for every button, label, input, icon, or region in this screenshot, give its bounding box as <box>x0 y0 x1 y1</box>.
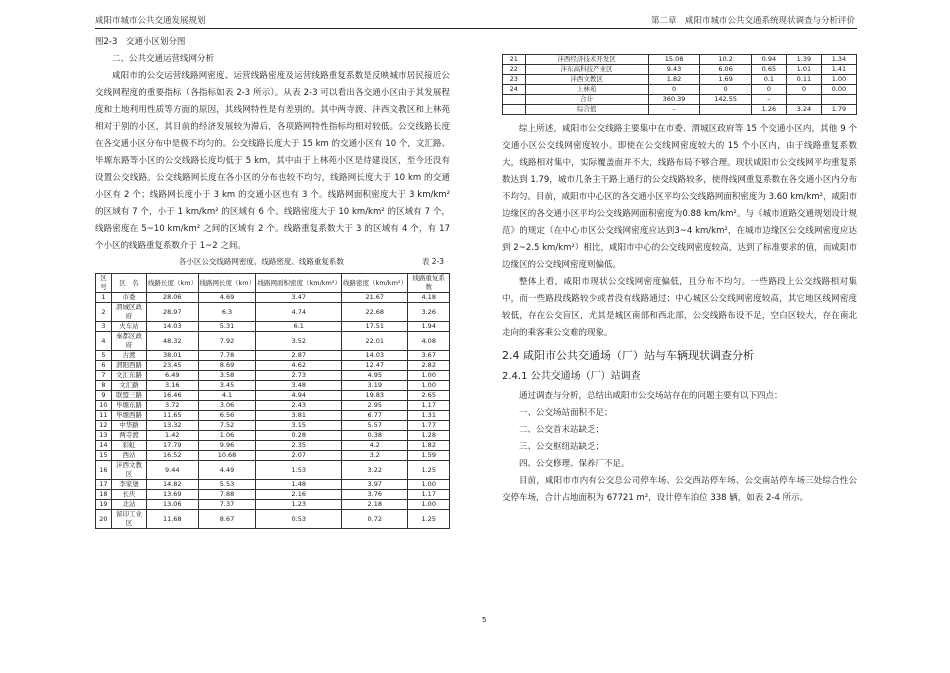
header-right: 第二章 咸阳市城市公共交通系统现状调查与分析评价 <box>650 16 855 26</box>
table-cell: 合计 <box>525 95 648 105</box>
table-cell: 48.32 <box>146 332 198 351</box>
table-cell: 线路网长度（km） <box>198 274 256 293</box>
table-cell: 1.53 <box>256 461 342 480</box>
table-cell: 3.97 <box>342 480 408 490</box>
table-cell: 11.68 <box>146 510 198 529</box>
table-cell: 10.68 <box>198 451 256 461</box>
table-cell: 3.47 <box>256 293 342 303</box>
table-cell: 7.92 <box>198 332 256 351</box>
table-cell: 沣东高科技产业区 <box>525 65 648 75</box>
table-cell: 9.43 <box>648 65 700 75</box>
table-cell: 2.18 <box>342 500 408 510</box>
table-cell: 李家堡 <box>111 480 146 490</box>
table-row <box>96 322 450 332</box>
table-cell: 2.43 <box>256 401 342 411</box>
table-cell: 区 名 <box>111 274 146 293</box>
table-cell: 1.28 <box>408 431 450 441</box>
table-cell: 3.48 <box>256 381 342 391</box>
table-cell: 古渡 <box>111 351 146 361</box>
issue-item: 四、公交修理、保养厂不足。 <box>519 459 630 469</box>
table-cell: 西站 <box>111 451 146 461</box>
table-row <box>503 95 857 105</box>
table-cell: 0.00 <box>821 85 856 95</box>
closing-paragraph: 目前，咸阳市市内有公交总公司停车场、公交西站停车场、公交南站停车场三处综合性公交停车场，合计占地面积为 67721 m²，设计停车泊位 338 辆，如表 2-4 所示。 <box>502 476 857 503</box>
table-cell: 3.2 <box>342 451 408 461</box>
table-cell: 1.41 <box>821 65 856 75</box>
table-cell: 14.82 <box>146 480 198 490</box>
table-cell: 线路密度（km/km²） <box>342 274 408 293</box>
table-cell: 区号 <box>96 274 112 293</box>
table-row <box>96 293 450 303</box>
table-cell: 16.46 <box>146 391 198 401</box>
page-number: 5 <box>482 616 487 624</box>
left-column <box>95 34 450 529</box>
table-cell: 3.72 <box>146 401 198 411</box>
table-cell <box>503 95 526 105</box>
table-cell: 6 <box>96 361 112 371</box>
table-cell: 17.51 <box>342 322 408 332</box>
table-cell: 线路长度（km） <box>146 274 198 293</box>
table-cell: 3.76 <box>342 490 408 500</box>
table-row <box>96 490 450 500</box>
table-cell: 13.32 <box>146 421 198 431</box>
table-cell: 渭城区政府 <box>111 303 146 322</box>
table-cell: 市委 <box>111 293 146 303</box>
table-cell: 21 <box>503 55 526 65</box>
table-cell: 1.26 <box>751 105 786 115</box>
table-cell: 1.69 <box>700 75 752 85</box>
table-cell: 28.06 <box>146 293 198 303</box>
table-cell: 4.69 <box>198 293 256 303</box>
table-row <box>503 85 857 95</box>
table-cell: 11 <box>96 411 112 421</box>
table-cell: 3.81 <box>256 411 342 421</box>
table-cell: 留印工业区 <box>111 510 146 529</box>
table-cell: 5.31 <box>198 322 256 332</box>
table-cell: 6.06 <box>700 65 752 75</box>
table-cell: 上林苑 <box>525 85 648 95</box>
table-cell: 沣西文教区 <box>525 75 648 85</box>
table-cell: 142.55 <box>700 95 752 105</box>
table-cell: 10 <box>96 401 112 411</box>
table-cell: 38.01 <box>146 351 198 361</box>
table-cell: 10.2 <box>700 55 752 65</box>
table-cell: 5.53 <box>198 480 256 490</box>
table-cell: 1.00 <box>408 480 450 490</box>
table-cell: 文汇东路 <box>111 371 146 381</box>
table-row <box>96 480 450 490</box>
table-cell: 0.53 <box>256 510 342 529</box>
table-cell: 1.79 <box>821 105 856 115</box>
table-cell: 6.49 <box>146 371 198 381</box>
table-cell: 17.79 <box>146 441 198 451</box>
table-row <box>96 441 450 451</box>
table-cell: 22.01 <box>342 332 408 351</box>
table-cell: 18 <box>96 490 112 500</box>
table-cell: 1.94 <box>408 322 450 332</box>
table-cell: 4.08 <box>408 332 450 351</box>
table-row <box>96 510 450 529</box>
table-row <box>96 332 450 351</box>
table-cell <box>786 95 821 105</box>
table-row <box>503 105 857 115</box>
table-cell: 0 <box>700 85 752 95</box>
table-cell: 6.56 <box>198 411 256 421</box>
table-row <box>96 401 450 411</box>
table-cell: 7.78 <box>198 351 256 361</box>
table-cell: 23.45 <box>146 361 198 371</box>
table-cell: 3.26 <box>408 303 450 322</box>
table-cell: 毕塬西路 <box>111 411 146 421</box>
table-cell: 3.45 <box>198 381 256 391</box>
table-cell: 9.44 <box>146 461 198 480</box>
table-cell: 2 <box>96 303 112 322</box>
section-heading: 2.4 咸阳市公共交通场（厂）站与车辆现状调查分析 <box>502 349 754 362</box>
table-cell: 2.95 <box>342 401 408 411</box>
table-cell: 14.03 <box>342 351 408 361</box>
table-cell: 8 <box>96 381 112 391</box>
table-cell: 5.57 <box>342 421 408 431</box>
table-header-row <box>96 274 450 293</box>
table-cell: 12 <box>96 421 112 431</box>
table-cell: 1.17 <box>408 490 450 500</box>
table-cell: 2.65 <box>408 391 450 401</box>
table-cell: 13.06 <box>146 500 198 510</box>
table-cell: 0.72 <box>342 510 408 529</box>
table-cell: 28.97 <box>146 303 198 322</box>
overall-paragraph: 整体上看，咸阳市现状公交线网密度偏低，且分布不均匀。一些路段上公交线路相对集中，而一些路段线路较少或者没有线路通过；中心城区公交线网密度较高，其它地区线网密度较低，存在公交盲区，尤其是城区南部和西北部，公交线路布设不足，空白区较大，存在南北走向的乘客乘公交难的现象。 <box>502 277 857 338</box>
table-cell: 0 <box>751 85 786 95</box>
table-cell: 1.01 <box>786 65 821 75</box>
subsection-heading: 2.4.1 公共交通场（厂）站调查 <box>502 371 641 382</box>
table-cell: 19.83 <box>342 391 408 401</box>
table-cell: 文汇路 <box>111 381 146 391</box>
table-cell: 4.74 <box>256 303 342 322</box>
table-cell: 秦都区政府 <box>111 332 146 351</box>
issue-item: 二、公交首末站缺乏； <box>519 425 605 435</box>
table-cell: 毕塬东路 <box>111 401 146 411</box>
body-paragraph: 咸阳市的公交运营线路网密度、运营线路密度及运营线路重复系数是反映城市居民接近公交线网程度的重要指标（各指标如表 2-3 所示）。从表 2-3 可以看出各交通小区由于其发展程度和土地利用性质等方面的原因，其线网特性是有差别的。其中两寺渡、沣西文教区和上林苑相对于别的小区，其目前的经济发展较为滞后，各项路网特性指标均相对较低。公交线路长度在各交通小区分布中是极不均匀的。公交线路长度大于 15 km 的交通小区有 10 个，文汇路、毕塬东路等小区的公交线路长度均低于 5 km，其中由于上林苑小区是待建设区，至今还没有设置公交线路。公交线路网长度在各小区的分布也较不均匀，线路网长度大于 10 km 的交通小区有 2 个；线路网长度小于 3 km 的交通小区也有 3 个。线路网面积密度大于 3 km/km² 的区域有 7 个，小于 1 km/km² 的区域有 6 个。线路密度大于 10 km/km² 的区域有 7 个，线路密度在 5~10 km/km² 之间的区域有 2 个。线路重复系数大于 3 的区域有 4 个，有 17 个小区的线路重复系数介于 1~2 之间。 <box>95 71 450 251</box>
table-cell: 9.96 <box>198 441 256 451</box>
density-table <box>95 273 450 529</box>
figure-caption: 图2-3 交通小区划分图 <box>95 37 186 47</box>
table-cell: 1.42 <box>146 431 198 441</box>
table-cell: 3.19 <box>342 381 408 391</box>
table-cell <box>700 105 752 115</box>
table-cell: 4.2 <box>342 441 408 451</box>
issue-item: 一、公交场站面积不足； <box>519 408 613 418</box>
table-cell: 4.62 <box>256 361 342 371</box>
table-cell: 3.16 <box>146 381 198 391</box>
table-cell: 0.1 <box>751 75 786 85</box>
table-cell: 沣西经济技术开发区 <box>525 55 648 65</box>
table-cell: 19 <box>96 500 112 510</box>
table-cell: 2.87 <box>256 351 342 361</box>
table-cell: 22 <box>503 65 526 75</box>
table-cell: 2.35 <box>256 441 342 451</box>
table-cell: 5 <box>96 351 112 361</box>
issue-item: 三、公交枢纽站缺乏； <box>519 442 605 452</box>
table-cell: 0.38 <box>342 431 408 441</box>
table-row <box>503 65 857 75</box>
table-cell: 4.95 <box>342 371 408 381</box>
table-row <box>96 461 450 480</box>
table-caption <box>101 257 444 267</box>
table-cell: 4.18 <box>408 293 450 303</box>
table-cell <box>503 105 526 115</box>
table-body-continued <box>503 55 857 115</box>
table-cell: 1.59 <box>408 451 450 461</box>
table-cell: 1.23 <box>256 500 342 510</box>
table-cell: 3.06 <box>198 401 256 411</box>
table-cell: 综合值 <box>525 105 648 115</box>
intro-paragraph: 通过调查与分析，总结出咸阳市公交场站存在的问题主要有以下四点： <box>519 391 783 401</box>
table-cell: – <box>751 95 786 105</box>
table-cell: 13.69 <box>146 490 198 500</box>
table-cell: 15 <box>96 451 112 461</box>
table-row <box>503 75 857 85</box>
table-cell: 15.08 <box>648 55 700 65</box>
table-cell: 1.25 <box>408 510 450 529</box>
table-cell: 0 <box>786 85 821 95</box>
header-rule <box>95 28 857 29</box>
table-row <box>96 421 450 431</box>
table-cell: 3 <box>96 322 112 332</box>
table-cell: 1.48 <box>256 480 342 490</box>
table-cell: 7.37 <box>198 500 256 510</box>
table-cell: 1 <box>96 293 112 303</box>
table-cell: 1.00 <box>821 75 856 85</box>
table-cell: 1.82 <box>648 75 700 85</box>
table-cell: 17 <box>96 480 112 490</box>
table-cell: 沣西文教区 <box>111 461 146 480</box>
table-cell: – <box>648 105 700 115</box>
table-cell: 1.39 <box>786 55 821 65</box>
table-cell: 1.00 <box>408 500 450 510</box>
table-cell: 11.65 <box>146 411 198 421</box>
table-cell: 火车站 <box>111 322 146 332</box>
table-cell: 8.69 <box>198 361 256 371</box>
table-row <box>96 431 450 441</box>
table-cell: 6.3 <box>198 303 256 322</box>
table-cell: 6.1 <box>256 322 342 332</box>
table-cell: 360.39 <box>648 95 700 105</box>
table-cell: 0.11 <box>786 75 821 85</box>
table-cell: 12.47 <box>342 361 408 371</box>
table-cell: 7.88 <box>198 490 256 500</box>
table-row <box>96 351 450 361</box>
table-cell: 2.07 <box>256 451 342 461</box>
table-cell: 1.25 <box>408 461 450 480</box>
table-row <box>96 500 450 510</box>
table-row <box>96 381 450 391</box>
table-cell: 14 <box>96 441 112 451</box>
table-cell: 4.49 <box>198 461 256 480</box>
table-cell <box>821 95 856 105</box>
header-left: 咸阳市城市公共交通发展规划 <box>95 16 206 26</box>
table-cell: 4 <box>96 332 112 351</box>
table-title: 各小区公交线路网密度、线路密度、线路重复系数 <box>178 257 344 266</box>
table-cell: 1.06 <box>198 431 256 441</box>
right-column <box>502 54 857 507</box>
density-table-continued <box>502 54 857 115</box>
table-cell: 渭阳西路 <box>111 361 146 371</box>
table-cell: 1.00 <box>408 371 450 381</box>
table-cell: 13 <box>96 431 112 441</box>
table-cell: 1.17 <box>408 401 450 411</box>
summary-paragraph: 综上所述，咸阳市公交线路主要集中在市委、渭城区政府等 15 个交通小区内，其他 9 个交通小区公交线网密度较小。即使在公交线网密度较大的 15 个小区内，由于线路重复系数大，线路相对集中，实际覆盖面并不大，线路布局不够合理。现状咸阳市公交线网平均重复系数达到 1.79，城市几条主干路上通行的公交线路较多，使得线网重复系数在各交通小区内分布不均匀。目前，咸阳市中心区的各交通小区平均公交线路网面积密度为 3.60 km/km²，咸阳市边缘区的各交通小区平均公交线路网面积密度为0.88 km/km²。与《城市道路交通规划设计规范》的规定（在中心市区公交线网密度应达到3~4 km/km²，在城市边缘区公交线网密度应达到 2~2.5 km/km²）相比，咸阳市中心的公交线网密度较高，达到了标准要求的值，而咸阳市边缘区的公交线网密度则偏低。 <box>502 124 857 270</box>
table-body <box>96 293 450 529</box>
table-cell: 联盟三路 <box>111 391 146 401</box>
table-cell: 0.65 <box>751 65 786 75</box>
table-cell: 0.28 <box>256 431 342 441</box>
section-title: 二、公共交通运营线网分析 <box>112 54 215 64</box>
table-row <box>96 411 450 421</box>
table-cell: 线路网面积密度（km/km²） <box>256 274 342 293</box>
table-cell: 9 <box>96 391 112 401</box>
table-cell: 7 <box>96 371 112 381</box>
table-row <box>503 55 857 65</box>
table-cell: 中华路 <box>111 421 146 431</box>
table-cell: 16 <box>96 461 112 480</box>
table-number: 表 2-3 <box>421 257 444 266</box>
table-cell: 3.52 <box>256 332 342 351</box>
table-cell: 4.1 <box>198 391 256 401</box>
table-cell: 长庆 <box>111 490 146 500</box>
table-row <box>96 303 450 322</box>
table-cell: 16.52 <box>146 451 198 461</box>
table-cell: 20 <box>96 510 112 529</box>
table-cell: 1.31 <box>408 411 450 421</box>
table-cell: 1.00 <box>408 381 450 391</box>
table-cell: 两寺渡 <box>111 431 146 441</box>
table-row <box>96 451 450 461</box>
table-cell: 2.82 <box>408 361 450 371</box>
table-cell: 24 <box>503 85 526 95</box>
table-cell: 北站 <box>111 500 146 510</box>
table-row <box>96 371 450 381</box>
table-cell: 22.68 <box>342 303 408 322</box>
table-cell: 1.34 <box>821 55 856 65</box>
table-cell: 0.94 <box>751 55 786 65</box>
table-cell: 3.58 <box>198 371 256 381</box>
table-cell: 6.77 <box>342 411 408 421</box>
table-row <box>96 391 450 401</box>
table-cell: 3.22 <box>342 461 408 480</box>
table-cell: 21.67 <box>342 293 408 303</box>
table-cell: 2.73 <box>256 371 342 381</box>
table-cell: 1.77 <box>408 421 450 431</box>
table-row <box>96 361 450 371</box>
table-cell: 14.03 <box>146 322 198 332</box>
table-cell: 3.24 <box>786 105 821 115</box>
table-cell: 3.15 <box>256 421 342 431</box>
table-cell: 2.16 <box>256 490 342 500</box>
table-cell: 3.67 <box>408 351 450 361</box>
table-cell: 7.52 <box>198 421 256 431</box>
table-cell: 8.67 <box>198 510 256 529</box>
table-cell: 23 <box>503 75 526 85</box>
table-cell: 4.94 <box>256 391 342 401</box>
table-cell: 线路重复系数 <box>408 274 450 293</box>
table-cell: 1.82 <box>408 441 450 451</box>
table-cell: 彩虹 <box>111 441 146 451</box>
table-cell: 0 <box>648 85 700 95</box>
